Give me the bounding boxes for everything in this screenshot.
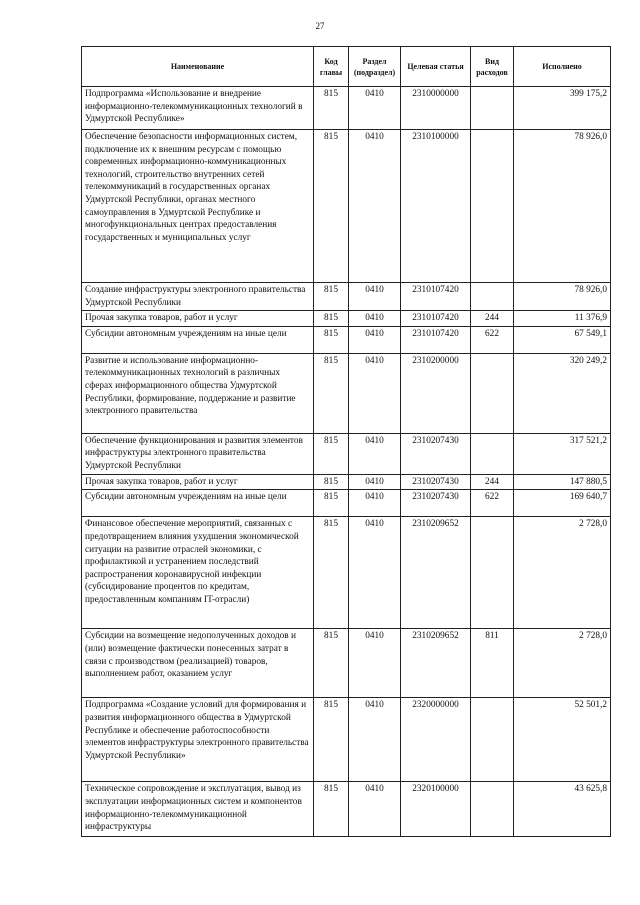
table-row xyxy=(82,517,611,629)
cell-article: 2310200000 xyxy=(401,353,471,433)
cell-kind xyxy=(471,283,514,311)
cell-code: 815 xyxy=(314,353,349,433)
table-row xyxy=(82,353,611,433)
cell-code: 815 xyxy=(314,326,349,353)
cell-section: 0410 xyxy=(349,490,401,517)
header-code: Код главы xyxy=(314,47,349,87)
cell-kind xyxy=(471,130,514,283)
cell-code: 815 xyxy=(314,474,349,490)
cell-code: 815 xyxy=(314,782,349,837)
table-row xyxy=(82,326,611,353)
cell-amount: 399 175,2 xyxy=(514,87,611,130)
table-row xyxy=(82,629,611,698)
cell-name: Развитие и использование информационно-телекоммуникационных технологий в различных сферах информационного общества Удмуртской Республики, формирование, поддержание и развитие электронного правительства xyxy=(82,353,314,433)
cell-section: 0410 xyxy=(349,353,401,433)
cell-kind: 244 xyxy=(471,474,514,490)
cell-name: Субсидии автономным учреждениям на иные цели xyxy=(82,326,314,353)
cell-kind: 244 xyxy=(471,311,514,327)
cell-kind xyxy=(471,87,514,130)
cell-article: 2320000000 xyxy=(401,698,471,782)
header-name: Наименование xyxy=(82,47,314,87)
header-article: Целевая статья xyxy=(401,47,471,87)
cell-section: 0410 xyxy=(349,283,401,311)
cell-code: 815 xyxy=(314,433,349,474)
cell-section: 0410 xyxy=(349,698,401,782)
cell-kind: 622 xyxy=(471,326,514,353)
cell-kind xyxy=(471,698,514,782)
cell-amount: 78 926,0 xyxy=(514,130,611,283)
cell-amount: 147 880,5 xyxy=(514,474,611,490)
page-number: 27 xyxy=(315,21,325,31)
cell-name: Создание инфраструктуры электронного правительства Удмуртской Республики xyxy=(82,283,314,311)
cell-article: 2310207430 xyxy=(401,433,471,474)
cell-amount: 317 521,2 xyxy=(514,433,611,474)
cell-code: 815 xyxy=(314,130,349,283)
cell-amount: 11 376,9 xyxy=(514,311,611,327)
cell-kind xyxy=(471,353,514,433)
cell-code: 815 xyxy=(314,490,349,517)
cell-article: 2310207430 xyxy=(401,474,471,490)
cell-amount: 78 926,0 xyxy=(514,283,611,311)
cell-amount: 67 549,1 xyxy=(514,326,611,353)
cell-kind xyxy=(471,782,514,837)
cell-article: 2310107420 xyxy=(401,311,471,327)
cell-kind: 811 xyxy=(471,629,514,698)
cell-name: Техническое сопровождение и эксплуатация, вывод из эксплуатации информационных систем и компонентов информационно-телекоммуникационной инфраструктуры xyxy=(82,782,314,837)
cell-article: 2310100000 xyxy=(401,130,471,283)
table-row xyxy=(82,698,611,782)
table-body xyxy=(82,87,611,837)
header-amount: Исполнено xyxy=(514,47,611,87)
cell-amount: 2 728,0 xyxy=(514,517,611,629)
cell-section: 0410 xyxy=(349,130,401,283)
cell-amount: 320 249,2 xyxy=(514,353,611,433)
table-row xyxy=(82,87,611,130)
cell-code: 815 xyxy=(314,698,349,782)
cell-code: 815 xyxy=(314,283,349,311)
table-row xyxy=(82,490,611,517)
table-row xyxy=(82,474,611,490)
cell-section: 0410 xyxy=(349,782,401,837)
cell-article: 2310107420 xyxy=(401,283,471,311)
cell-amount: 2 728,0 xyxy=(514,629,611,698)
cell-name: Финансовое обеспечение мероприятий, связанных с предотвращением влияния ухудшения экономической ситуации на развитие отраслей экономики, с профилактикой и устранением последствий распространения коронавирусной инфекции (субсидирование процентов по кредитам, предоставленным компаниям IT-отрасли) xyxy=(82,517,314,629)
cell-name: Прочая закупка товаров, работ и услуг xyxy=(82,474,314,490)
cell-name: Подпрограмма «Использование и внедрение информационно-телекоммуникационных технологий в Удмуртской Республике» xyxy=(82,87,314,130)
cell-article: 2310209652 xyxy=(401,629,471,698)
header-section: Раздел (подраздел) xyxy=(349,47,401,87)
cell-amount: 169 640,7 xyxy=(514,490,611,517)
cell-amount: 43 625,8 xyxy=(514,782,611,837)
header-kind: Вид расходов xyxy=(471,47,514,87)
cell-name: Субсидии на возмещение недополученных доходов и (или) возмещение фактически понесенных затрат в связи с производством (реализацией) товаров, выполнением работ, оказанием услуг xyxy=(82,629,314,698)
table-row xyxy=(82,130,611,283)
cell-kind xyxy=(471,433,514,474)
table-row xyxy=(82,782,611,837)
cell-section: 0410 xyxy=(349,326,401,353)
cell-code: 815 xyxy=(314,517,349,629)
cell-kind: 622 xyxy=(471,490,514,517)
cell-amount: 52 501,2 xyxy=(514,698,611,782)
cell-code: 815 xyxy=(314,311,349,327)
budget-table xyxy=(81,46,611,837)
cell-name: Прочая закупка товаров, работ и услуг xyxy=(82,311,314,327)
cell-section: 0410 xyxy=(349,87,401,130)
cell-article: 2310000000 xyxy=(401,87,471,130)
cell-name: Подпрограмма «Создание условий для формирования и развития информационного общества в Удмуртской Республике и обеспечение работоспособности элементов инфраструктуры электронного правительства Удмуртской Республики» xyxy=(82,698,314,782)
cell-section: 0410 xyxy=(349,517,401,629)
cell-section: 0410 xyxy=(349,629,401,698)
cell-name: Обеспечение функционирования и развития элементов инфраструктуры электронного правительства Удмуртской Республики xyxy=(82,433,314,474)
cell-section: 0410 xyxy=(349,311,401,327)
table-row xyxy=(82,433,611,474)
cell-article: 2310107420 xyxy=(401,326,471,353)
cell-article: 2310207430 xyxy=(401,490,471,517)
cell-code: 815 xyxy=(314,87,349,130)
table-row xyxy=(82,311,611,327)
cell-name: Обеспечение безопасности информационных систем, подключение их к внешним ресурсам с помощью современных информационно-коммуникационных технологий, строительство внутренних сетей телекоммуникаций в государственных органах Удмуртской Республики, органах местного самоуправления в Удмуртской Республике и многофункциональных центрах предоставления государственных и муниципальных услуг xyxy=(82,130,314,283)
cell-article: 2310209652 xyxy=(401,517,471,629)
cell-section: 0410 xyxy=(349,433,401,474)
table-header-row xyxy=(82,47,611,87)
cell-article: 2320100000 xyxy=(401,782,471,837)
cell-kind xyxy=(471,517,514,629)
cell-code: 815 xyxy=(314,629,349,698)
cell-name: Субсидии автономным учреждениям на иные цели xyxy=(82,490,314,517)
table-row xyxy=(82,283,611,311)
cell-section: 0410 xyxy=(349,474,401,490)
